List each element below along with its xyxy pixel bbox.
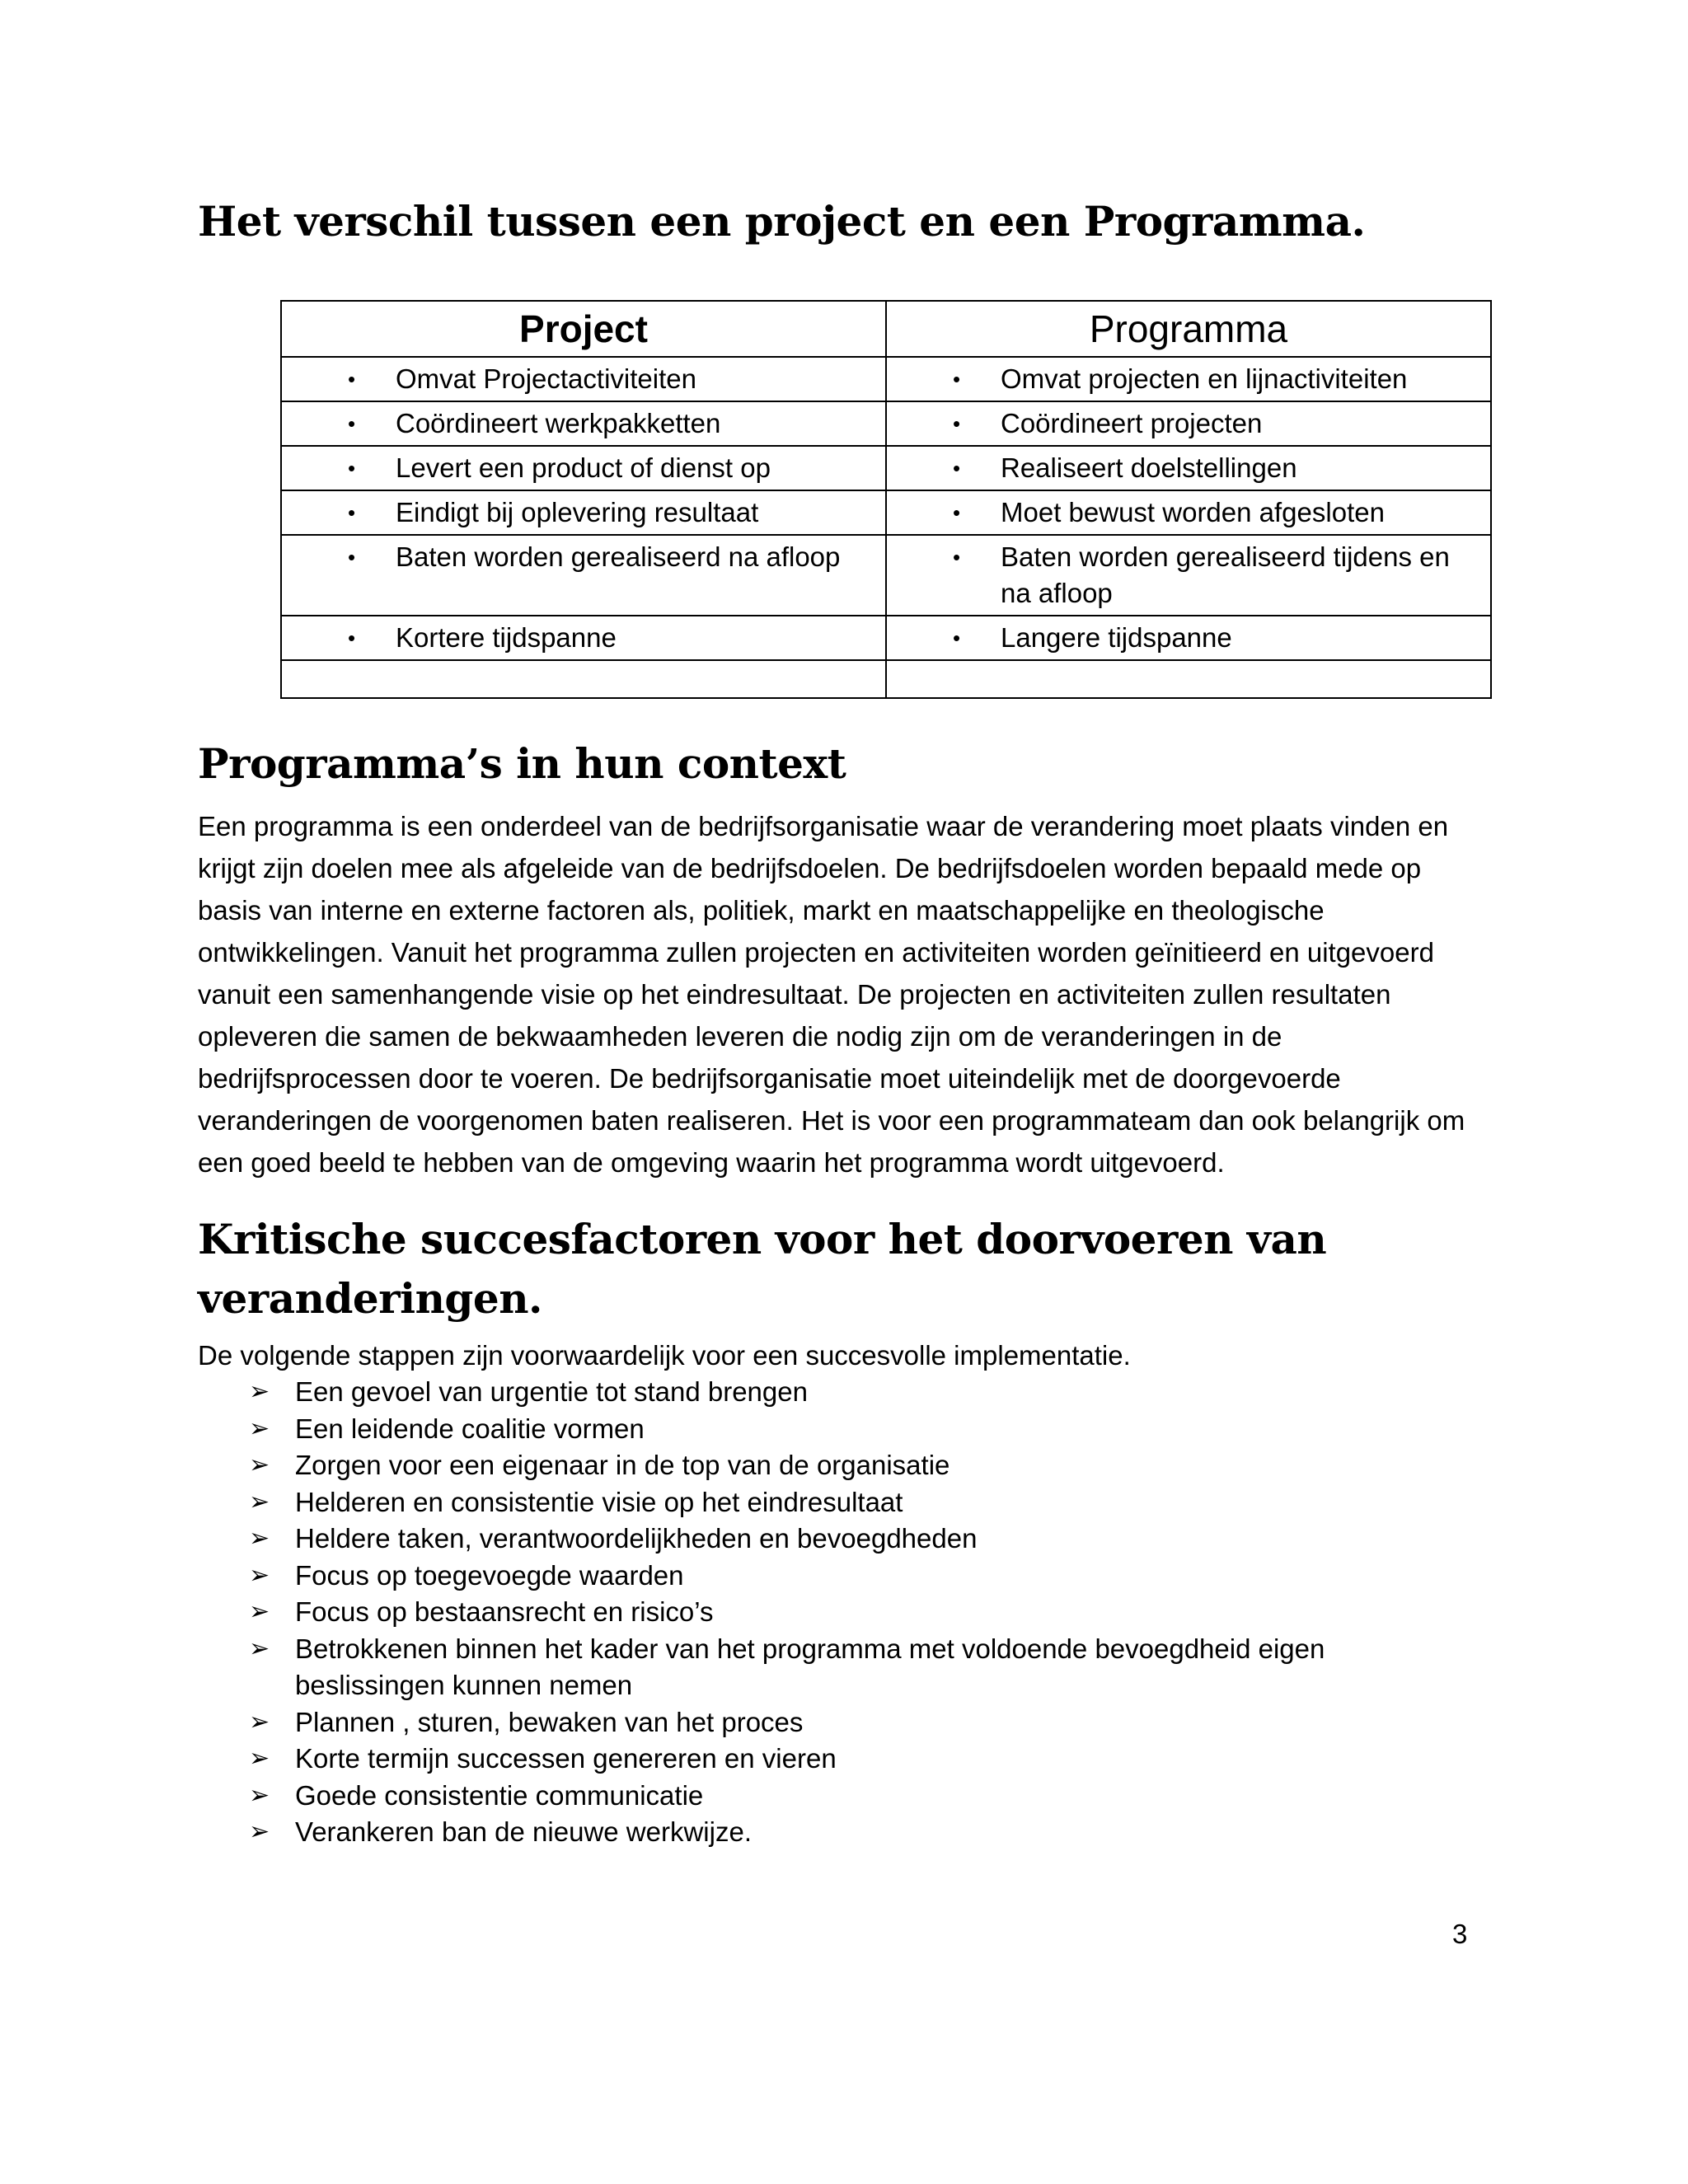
project-cell: [281, 357, 886, 401]
table-row: [281, 535, 1491, 616]
list-item-text: Goede consistentie communicatie: [295, 1779, 704, 1811]
bullet-icon: •: [348, 411, 356, 436]
table-row-empty: [281, 660, 1491, 698]
arrow-bullet-icon: ➢: [249, 1561, 270, 1589]
page-number: 3: [1452, 1919, 1468, 1949]
arrow-bullet-icon: ➢: [249, 1634, 270, 1662]
bullet-icon: •: [953, 367, 961, 391]
list-item-text: Heldere taken, verantwoordelijkheden en bevoegdheden: [295, 1523, 978, 1554]
arrow-bullet-icon: ➢: [249, 1818, 270, 1845]
project-cell: [281, 535, 886, 616]
cell-text: Realiseert doelstellingen: [1001, 452, 1297, 483]
bullet-icon: •: [953, 545, 961, 569]
programma-cell: [886, 357, 1491, 401]
bullet-icon: •: [953, 626, 961, 650]
programma-cell: [886, 490, 1491, 535]
bullet-icon: •: [953, 456, 961, 480]
cell-text: Eindigt bij oplevering resultaat: [396, 497, 759, 527]
arrow-bullet-icon: ➢: [249, 1781, 270, 1809]
arrow-bullet-icon: ➢: [249, 1488, 270, 1516]
list-item: [198, 1374, 1434, 1411]
bullet-icon: •: [953, 500, 961, 525]
table-row: [281, 357, 1491, 401]
table-row: [281, 401, 1491, 446]
bullet-icon: •: [348, 500, 356, 525]
heading-verschil: Het verschil tussen een project en een Programma.: [198, 197, 1366, 246]
list-item-text: Focus op bestaansrecht en risico’s: [295, 1596, 714, 1627]
cell-text: Omvat projecten en lijnactiviteiten: [1001, 363, 1408, 394]
arrow-bullet-icon: ➢: [249, 1745, 270, 1772]
list-item-text: Helderen en consistentie visie op het eindresultaat: [295, 1486, 903, 1517]
list-item: [198, 1558, 1434, 1595]
comparison-table: [280, 300, 1492, 699]
list-item: [198, 1814, 1434, 1851]
cell-text: Langere tijdspanne: [1001, 622, 1232, 653]
list-item-text: Zorgen voor een eigenaar in de top van de organisatie: [295, 1450, 950, 1480]
column-header-project: Project: [281, 301, 886, 357]
bullet-icon: •: [348, 367, 356, 391]
table-row: [281, 446, 1491, 490]
list-item: [198, 1594, 1434, 1631]
arrow-bullet-icon: ➢: [249, 1414, 270, 1442]
arrow-bullet-icon: ➢: [249, 1708, 270, 1736]
empty-cell: [886, 660, 1491, 698]
programma-cell: [886, 616, 1491, 660]
arrow-bullet-icon: ➢: [249, 1451, 270, 1479]
list-item: [198, 1778, 1434, 1815]
table-row: [281, 616, 1491, 660]
table-row: [281, 490, 1491, 535]
bullet-icon: •: [348, 626, 356, 650]
list-item: [198, 1631, 1434, 1704]
list-item-text: Verankeren ban de nieuwe werkwijze.: [295, 1816, 752, 1847]
cell-text: Omvat Projectactiviteiten: [396, 363, 696, 394]
list-item: [198, 1521, 1434, 1558]
project-cell: [281, 616, 886, 660]
heading-kritische-succesfactoren: Kritische succesfactoren voor het doorvoeren van veranderingen.: [198, 1215, 1327, 1323]
steps-list: [198, 1374, 1434, 1851]
arrow-bullet-icon: ➢: [249, 1378, 270, 1405]
list-item: [198, 1704, 1434, 1741]
bullet-icon: •: [348, 545, 356, 569]
column-header-programma: Programma: [886, 301, 1491, 357]
programma-cell: [886, 535, 1491, 616]
cell-text: Coördineert projecten: [1001, 408, 1263, 438]
context-paragraph: Een programma is een onderdeel van de bedrijfsorganisatie waar de verandering moet plaats vinden en krijgt zijn doelen mee als afgeleide van de bedrijfsdoelen. De bedrijfsdoelen worden bepaald mede op basis van interne en externe factoren als, politiek, markt en maatschappelijke en theologische ontwikkelingen. Vanuit het programma zullen projecten en activiteiten worden geïnitieerd en uitgevoerd vanuit een samenhangende visie op het eindresultaat. De projecten en activiteiten zullen resultaten opleveren die samen de bekwaamheden leveren die nodig zijn om de veranderingen in de bedrijfsprocessen door te voeren. De bedrijfsorganisatie moet uiteindelijk met de doorgevoerde veranderingen de voorgenomen baten realiseren. Het is voor een programmateam dan ook belangrijk om een goed beeld te hebben van de omgeving waarin het programma wordt uitgevoerd.: [198, 811, 1465, 1178]
list-item-text: Betrokkenen binnen het kader van het programma met voldoende bevoegdheid eigen beslissingen kunnen nemen: [295, 1633, 1325, 1700]
table-header-row: [281, 301, 1491, 357]
heading-context: Programma’s in hun context: [198, 739, 846, 788]
cell-text: Kortere tijdspanne: [396, 622, 617, 653]
arrow-bullet-icon: ➢: [249, 1525, 270, 1552]
programma-cell: [886, 446, 1491, 490]
list-item: [198, 1411, 1434, 1448]
cell-text: Coördineert werkpakketten: [396, 408, 721, 438]
project-cell: [281, 401, 886, 446]
bullet-icon: •: [348, 456, 356, 480]
cell-text: Levert een product of dienst op: [396, 452, 771, 483]
list-item-text: Focus op toegevoegde waarden: [295, 1559, 684, 1591]
list-item-text: Een leidende coalitie vormen: [295, 1413, 645, 1444]
list-item: [198, 1484, 1434, 1521]
cell-text: Baten worden gerealiseerd tijdens en na afloop: [1001, 541, 1450, 608]
cell-text: Baten worden gerealiseerd na afloop: [396, 541, 841, 572]
cell-text: Moet bewust worden afgesloten: [1001, 497, 1385, 527]
bullet-icon: •: [953, 411, 961, 436]
steps-intro: De volgende stappen zijn voorwaardelijk voor een succesvolle implementatie.: [198, 1340, 1131, 1371]
list-item-text: Korte termijn successen genereren en vieren: [295, 1743, 837, 1774]
programma-cell: [886, 401, 1491, 446]
list-item: [198, 1447, 1434, 1484]
empty-cell: [281, 660, 886, 698]
list-item: [198, 1741, 1434, 1778]
list-item-text: Een gevoel van urgentie tot stand brengen: [295, 1376, 808, 1407]
project-cell: [281, 446, 886, 490]
project-cell: [281, 490, 886, 535]
arrow-bullet-icon: ➢: [249, 1598, 270, 1625]
list-item-text: Plannen , sturen, bewaken van het proces: [295, 1706, 804, 1737]
